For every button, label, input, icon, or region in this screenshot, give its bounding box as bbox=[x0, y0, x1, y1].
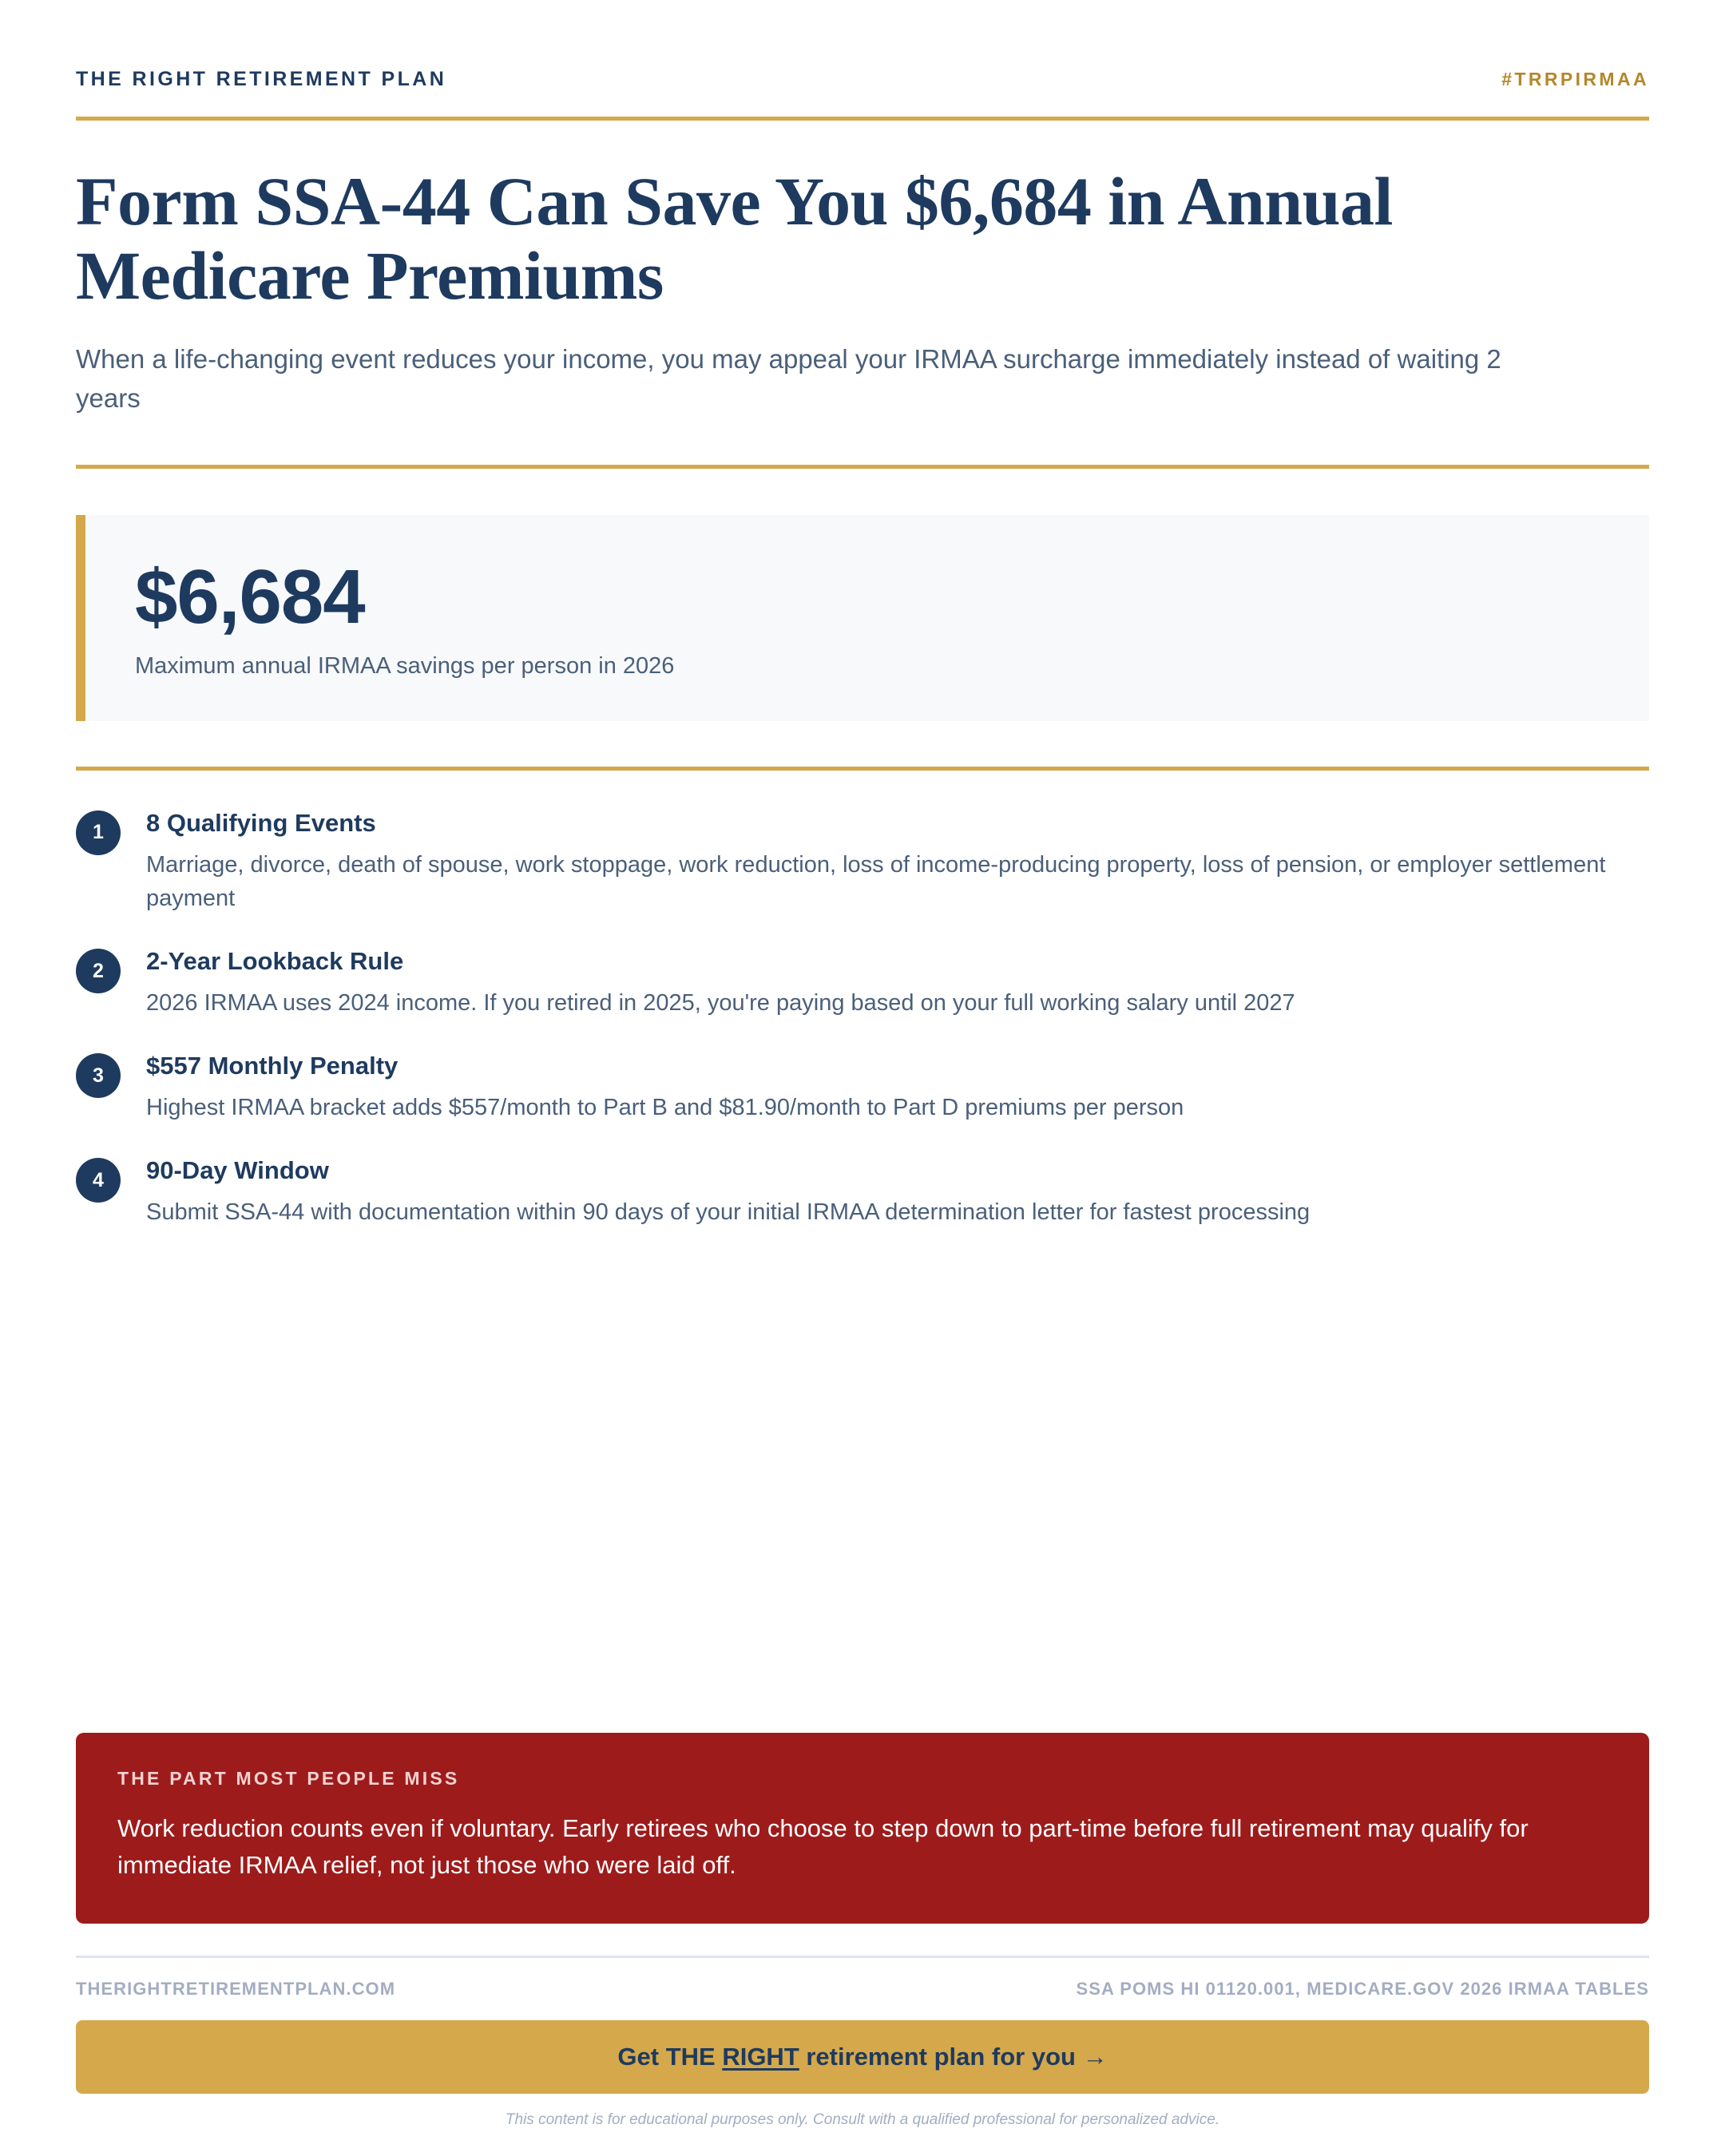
page-title: Form SSA-44 Can Save You $6,684 in Annual Medicare Premiums bbox=[76, 163, 1393, 314]
point-number-badge: 2 bbox=[76, 949, 121, 993]
brand-name: THE RIGHT RETIREMENT PLAN bbox=[76, 68, 447, 90]
list-item bbox=[76, 807, 1649, 915]
list-item bbox=[76, 945, 1649, 1020]
point-text: Marriage, divorce, death of spouse, work stoppage, work reduction, loss of income-producing property, loss of pension, or employer settlement payment bbox=[146, 851, 1606, 911]
point-title: $557 Monthly Penalty bbox=[146, 1052, 399, 1080]
divider-mid bbox=[76, 465, 1649, 469]
point-body bbox=[146, 1050, 1649, 1124]
page-subtitle: When a life-changing event reduces your income, you may appeal your IRMAA surcharge immediately instead of waiting 2 years bbox=[76, 343, 1501, 414]
point-number-badge: 3 bbox=[76, 1053, 121, 1098]
footer-website[interactable]: THERIGHTRETIREMENTPLAN.COM bbox=[76, 1979, 396, 1999]
point-text: Submit SSA-44 with documentation within 90 days of your initial IRMAA determination letter for fastest processing bbox=[146, 1199, 1311, 1226]
key-points-list bbox=[76, 807, 1649, 1230]
footer-sources: SSA POMS HI 01120.001, MEDICARE.GOV 2026 IRMAA TABLES bbox=[1076, 1979, 1649, 1999]
stat-card bbox=[76, 515, 1649, 721]
point-body bbox=[146, 807, 1649, 915]
point-text: 2026 IRMAA uses 2024 income. If you retired in 2025, you're paying based on your full working salary until 2027 bbox=[146, 989, 1295, 1016]
cta-label bbox=[617, 2043, 1107, 2071]
masthead bbox=[76, 0, 1649, 91]
hero-section bbox=[76, 121, 1649, 418]
point-number-badge: 4 bbox=[76, 1158, 121, 1203]
point-number-badge: 1 bbox=[76, 810, 121, 855]
cta-underlined-word: RIGHT bbox=[722, 2043, 799, 2071]
point-body bbox=[146, 1155, 1649, 1229]
campaign-hashtag: #TRRPIRMAA bbox=[1501, 69, 1649, 89]
list-item bbox=[76, 1155, 1649, 1229]
highlight-callout bbox=[76, 1733, 1649, 1924]
cta-suffix: retirement plan for you → bbox=[799, 2043, 1108, 2071]
callout-kicker: THE PART MOST PEOPLE MISS bbox=[117, 1768, 460, 1789]
disclaimer-text: This content is for educational purposes only. Consult with a qualified professional for personalized advice. bbox=[505, 2111, 1220, 2128]
point-title: 90-Day Window bbox=[146, 1156, 329, 1185]
point-body bbox=[146, 945, 1649, 1020]
divider-list bbox=[76, 767, 1649, 771]
point-title: 8 Qualifying Events bbox=[146, 808, 376, 837]
point-text: Highest IRMAA bracket adds $557/month to Part B and $81.90/month to Part D premiums per person bbox=[146, 1094, 1184, 1120]
point-title: 2-Year Lookback Rule bbox=[146, 947, 404, 976]
footer-meta-row bbox=[76, 1958, 1649, 1999]
cta-prefix: Get THE bbox=[617, 2043, 723, 2071]
list-item bbox=[76, 1050, 1649, 1124]
stat-value: $6,684 bbox=[135, 553, 365, 640]
layout-spacer bbox=[76, 1229, 1649, 1733]
footer bbox=[76, 1956, 1649, 2156]
cta-button[interactable] bbox=[76, 2020, 1649, 2094]
callout-text: Work reduction counts even if voluntary. Early retirees who choose to step down to part-time before full retirement may qualify for immediate IRMAA relief, not just those who were laid off. bbox=[117, 1814, 1529, 1880]
stat-label: Maximum annual IRMAA savings per person in 2026 bbox=[135, 652, 675, 679]
